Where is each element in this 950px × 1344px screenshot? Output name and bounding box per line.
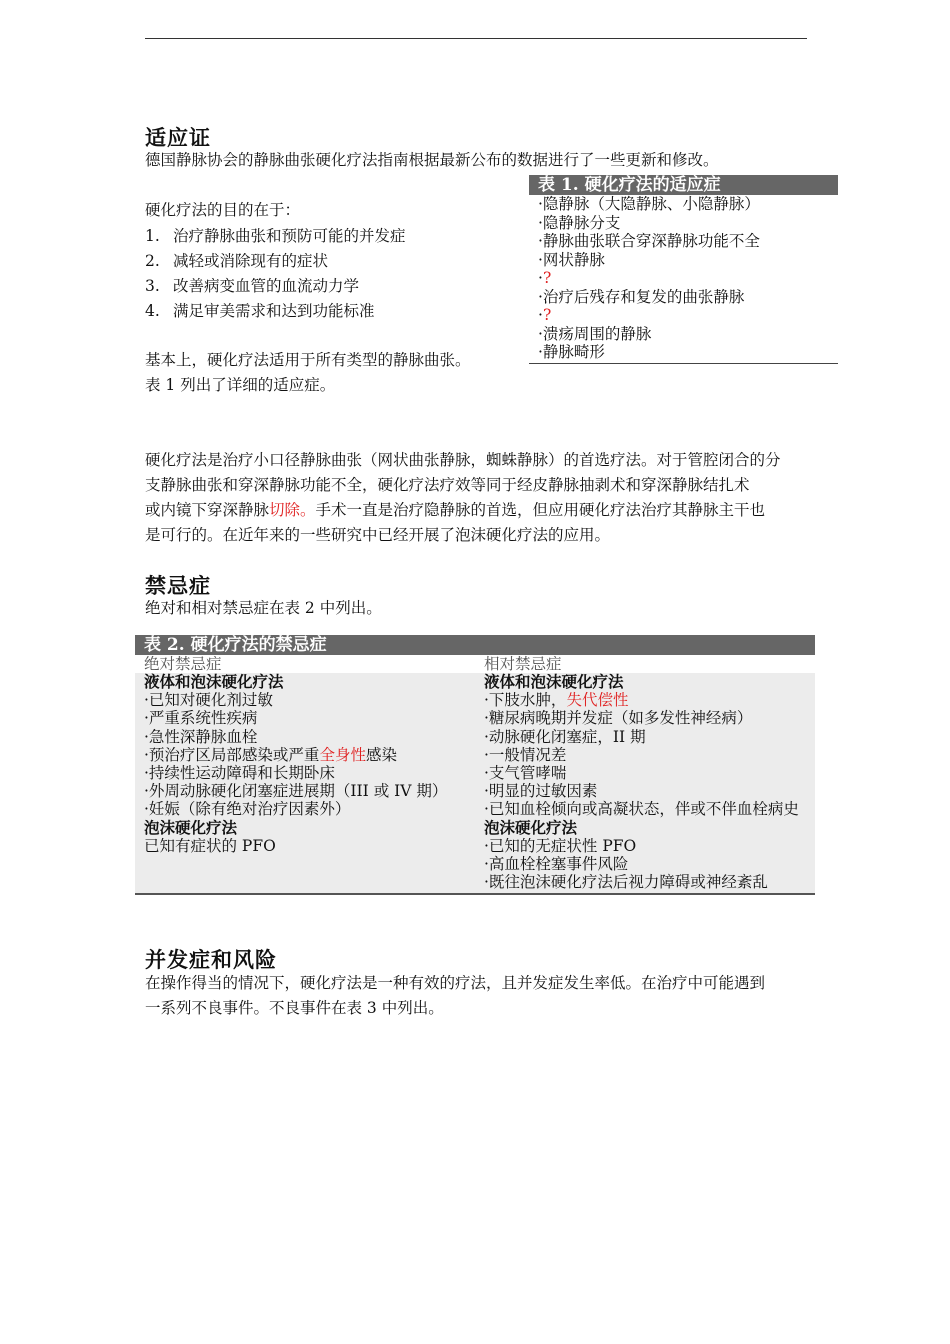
table-row: ·持续性运动障碍和长期卧床 ·支气管哮喘 xyxy=(144,764,567,783)
table-row: 已知有症状的 PFO ·已知的无症状性 PFO xyxy=(144,836,637,855)
list-item: 2. 减轻或消除现有的症状 xyxy=(145,252,329,270)
table-row: ·? xyxy=(538,306,552,324)
heading-complications: 并发症和风险 xyxy=(145,947,277,972)
table-row: ·静脉畸形 xyxy=(538,343,605,361)
table-row: ·既往泡沫硬化疗法后视力障碍或神经紊乱 xyxy=(484,873,768,892)
table-row: ·治疗后残存和复发的曲张静脉 xyxy=(538,287,745,306)
table-contraindications xyxy=(135,635,815,895)
table-row: ·隐静脉（大隐静脉、小隐静脉） xyxy=(538,195,760,213)
paragraph-line: 是可行的。在近年来的一些研究中已经开展了泡沫硬化疗法的应用。 xyxy=(145,526,611,544)
purpose-label: 硬化疗法的目的在于： xyxy=(145,201,301,219)
column-header: 绝对禁忌症 xyxy=(144,655,222,673)
summary-line-1: 基本上，硬化疗法适用于所有类型的静脉曲张。 xyxy=(145,351,471,369)
table-row: ·网状静脉 xyxy=(538,250,605,269)
paragraph-line: 硬化疗法是治疗小口径静脉曲张（网状曲张静脉，蜘蛛静脉）的首选疗法。对于管腔闭合的分 xyxy=(145,451,781,469)
paragraph-line: 一系列不良事件。不良事件在表 3 中列出。 xyxy=(145,999,444,1017)
summary-line-2: 表 1 列出了详细的适应症。 xyxy=(145,376,336,394)
table-row: 液体和泡沫硬化疗法 液体和泡沫硬化疗法 xyxy=(144,672,624,691)
table-row: 泡沫硬化疗法 泡沫硬化疗法 xyxy=(144,817,578,837)
column-header: 相对禁忌症 xyxy=(484,655,562,673)
table-indications xyxy=(529,175,838,364)
purpose-list xyxy=(145,224,406,324)
header-rule xyxy=(145,38,807,39)
list-item: 1. 治疗静脉曲张和预防可能的并发症 xyxy=(145,227,406,245)
table-row: ·? xyxy=(538,269,552,287)
intro-text: 绝对和相对禁忌症在表 2 中列出。 xyxy=(145,599,382,617)
table-body xyxy=(135,673,815,893)
table-caption: 表 1. 硬化疗法的适应症 xyxy=(529,175,838,195)
table-bottom-rule xyxy=(135,893,815,895)
paragraph-line: 或内镜下穿深静脉切除。手术一直是治疗隐静脉的首选，但应用硬化疗法治疗其静脉主干也 xyxy=(145,501,766,519)
list-item: 4. 满足审美需求和达到功能标准 xyxy=(145,302,375,320)
heading-indications: 适应证 xyxy=(145,125,211,150)
table-row: ·已知对硬化剂过敏 ·下肢水肿，失代偿性 xyxy=(144,691,629,710)
table-row: ·急性深静脉血栓 ·动脉硬化闭塞症，II 期 xyxy=(144,727,646,746)
table-row: ·静脉曲张联合穿深静脉功能不全 xyxy=(538,232,760,250)
table-row: ·隐静脉分支 xyxy=(538,213,621,232)
table-bottom-rule xyxy=(529,363,838,364)
intro-text: 德国静脉协会的静脉曲张硬化疗法指南根据最新公布的数据进行了一些更新和修改。 xyxy=(145,151,719,169)
heading-contraindications: 禁忌症 xyxy=(145,573,211,598)
list-item: 3. 改善病变血管的血流动力学 xyxy=(145,277,360,295)
table-header-row xyxy=(135,655,815,673)
table-row: ·外周动脉硬化闭塞症进展期（III 或 IV 期） ·明显的过敏因素 xyxy=(144,782,598,801)
paragraph-line: 在操作得当的情况下，硬化疗法是一种有效的疗法，且并发症发生率低。在治疗中可能遇到 xyxy=(145,974,766,992)
table-row: ·妊娠（除有绝对治疗因素外） ·已知血栓倾向或高凝状态，伴或不伴血栓病史 xyxy=(144,800,799,819)
paragraph-line: 支静脉曲张和穿深静脉功能不全，硬化疗法疗效等同于经皮静脉抽剥术和穿深静脉结扎术 xyxy=(145,476,750,494)
table-row: ·溃疡周围的静脉 xyxy=(538,324,652,343)
table-row: ·高血栓栓塞事件风险 xyxy=(484,855,629,874)
table-caption: 表 2. 硬化疗法的禁忌症 xyxy=(135,635,815,655)
table-row: ·严重系统性疾病 ·糖尿病晚期并发症（如多发性神经病） xyxy=(144,709,753,728)
table-row: ·预治疗区局部感染或严重全身性感染 ·一般情况差 xyxy=(144,745,567,764)
